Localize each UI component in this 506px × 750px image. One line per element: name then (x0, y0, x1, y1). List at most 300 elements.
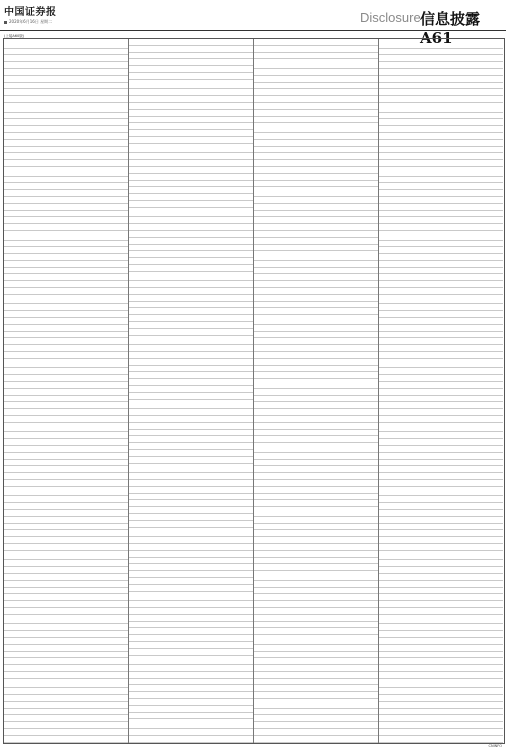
table-row (254, 110, 378, 117)
table-row (254, 117, 378, 124)
table-row (254, 133, 378, 140)
table-row (254, 692, 378, 699)
table-row (129, 66, 253, 73)
table-row (254, 187, 378, 197)
table-row (379, 147, 503, 154)
table-row (129, 295, 253, 302)
table-row (129, 336, 253, 346)
table-row (379, 638, 503, 645)
table-row (379, 224, 503, 231)
table-row (129, 144, 253, 154)
table-row (4, 325, 128, 332)
table-row (254, 494, 378, 501)
table-row (4, 709, 128, 716)
table-row (129, 521, 253, 528)
table-row (4, 231, 128, 241)
table-row (379, 544, 503, 551)
table-row (379, 231, 503, 241)
table-row (129, 251, 253, 258)
table-row (4, 688, 128, 695)
table-row (129, 217, 253, 224)
table-row (254, 658, 378, 665)
table-row (4, 702, 128, 709)
table-row (129, 231, 253, 238)
table-row (129, 622, 253, 629)
table-row (254, 325, 378, 332)
table-row (129, 258, 253, 265)
table-row (129, 473, 253, 480)
table-row (254, 140, 378, 147)
table-row (4, 439, 128, 446)
table-row (4, 631, 128, 638)
table-row (4, 695, 128, 702)
table-row (129, 679, 253, 686)
table-row (254, 500, 378, 507)
table-row (254, 558, 378, 565)
table-row (254, 308, 378, 315)
table-row (379, 49, 503, 56)
table-row (4, 368, 128, 375)
table-row (4, 722, 128, 729)
table-row (4, 160, 128, 167)
table-row (254, 665, 378, 672)
table-row (4, 211, 128, 218)
table-row (379, 304, 503, 311)
table-row (4, 62, 128, 69)
table-row (254, 53, 378, 60)
table-row (129, 635, 253, 642)
table-row (254, 402, 378, 409)
table-row (129, 706, 253, 713)
table-row (254, 564, 378, 571)
table-row (379, 69, 503, 76)
table-row (4, 537, 128, 544)
table-column (129, 39, 254, 743)
table-row (379, 103, 503, 113)
table-row (254, 396, 378, 403)
table-row (379, 453, 503, 460)
table-row (379, 608, 503, 615)
table-row (254, 645, 378, 652)
table-row (379, 190, 503, 197)
table-row (254, 352, 378, 359)
table-row (4, 517, 128, 524)
table-row (129, 393, 253, 400)
table-row (4, 645, 128, 652)
table-row (379, 368, 503, 375)
table-row (129, 181, 253, 188)
table-row (129, 73, 253, 80)
table-row (129, 443, 253, 450)
table-row (379, 338, 503, 345)
table-row (129, 571, 253, 578)
table-row (379, 672, 503, 679)
table-row (379, 325, 503, 332)
table-row (4, 247, 128, 254)
table-row (379, 359, 503, 369)
table-row (129, 302, 253, 309)
table-row (379, 281, 503, 288)
table-row (4, 615, 128, 625)
table-row (129, 500, 253, 507)
section-title-cn-text: 信息披露 (420, 10, 481, 28)
table-row (379, 715, 503, 722)
table-row (4, 608, 128, 615)
table-row (254, 345, 378, 352)
table-row (129, 578, 253, 585)
table-column (379, 39, 503, 743)
table-row (4, 638, 128, 645)
table-row (254, 372, 378, 379)
table-row (4, 204, 128, 211)
table-row (4, 83, 128, 90)
table-row (379, 503, 503, 510)
table-row (129, 615, 253, 622)
table-row (254, 181, 378, 188)
continued-from-label: (上接A60版) (4, 34, 25, 38)
table-row (129, 53, 253, 60)
table-row (254, 123, 378, 133)
table-row (129, 450, 253, 457)
table-row (379, 261, 503, 268)
table-row (4, 167, 128, 177)
table-row (379, 183, 503, 190)
table-row (379, 423, 503, 433)
table-row (4, 261, 128, 268)
table-row (4, 396, 128, 403)
table-row (379, 96, 503, 103)
table-row (4, 496, 128, 503)
table-row (379, 119, 503, 126)
table-row (379, 601, 503, 608)
table-row (254, 615, 378, 622)
table-row (129, 713, 253, 720)
table-row (129, 96, 253, 103)
table-row (4, 480, 128, 487)
table-row (379, 524, 503, 531)
table-row (379, 551, 503, 561)
table-row (379, 567, 503, 574)
table-row (254, 76, 378, 83)
table-row (254, 366, 378, 373)
table-row (254, 517, 378, 524)
table-row (379, 211, 503, 218)
table-row (379, 665, 503, 672)
table-row (129, 665, 253, 672)
table-row (254, 473, 378, 480)
table-row (379, 695, 503, 702)
table-row (254, 507, 378, 517)
table-row (129, 480, 253, 487)
table-row (254, 160, 378, 167)
table-row (129, 386, 253, 393)
table-row (379, 530, 503, 537)
table-row (379, 345, 503, 352)
table-row (129, 89, 253, 96)
table-row (379, 288, 503, 295)
table-row (4, 126, 128, 133)
table-row (129, 359, 253, 366)
table-row (379, 473, 503, 480)
table-row (4, 119, 128, 126)
table-row (129, 528, 253, 538)
table-row (379, 382, 503, 389)
table-row (4, 446, 128, 453)
table-row (379, 480, 503, 487)
table-row (379, 432, 503, 439)
square-bullet-icon (4, 21, 7, 24)
table-row (379, 39, 503, 49)
table-row (129, 80, 253, 90)
table-column (254, 39, 379, 743)
table-row (379, 375, 503, 382)
table-row (129, 672, 253, 679)
table-row (379, 624, 503, 631)
table-row (254, 423, 378, 430)
table-row (379, 113, 503, 120)
table-row (379, 55, 503, 62)
table-row (254, 217, 378, 224)
table-row (254, 332, 378, 339)
table-row (4, 574, 128, 581)
table-row (379, 133, 503, 140)
table-row (4, 55, 128, 62)
table-row (4, 416, 128, 423)
table-row (254, 268, 378, 275)
table-row (254, 729, 378, 736)
table-row (129, 585, 253, 592)
table-row (379, 62, 503, 69)
table-row (379, 537, 503, 544)
table-row (4, 530, 128, 537)
table-row (379, 140, 503, 147)
table-row (254, 635, 378, 645)
table-row (379, 460, 503, 467)
table-row (129, 130, 253, 137)
table-row (379, 217, 503, 224)
table-row (4, 359, 128, 369)
table-row (254, 524, 378, 531)
table-row (254, 261, 378, 268)
table-row (379, 581, 503, 588)
table-row (379, 241, 503, 248)
table-row (129, 457, 253, 464)
table-row (129, 308, 253, 315)
table-row (254, 736, 378, 743)
table-row (4, 295, 128, 305)
table-row (4, 197, 128, 204)
table-row (129, 329, 253, 336)
table-row (4, 560, 128, 567)
table-row (379, 89, 503, 96)
table-row (379, 496, 503, 503)
table-row (4, 658, 128, 665)
table-row (4, 140, 128, 147)
table-row (129, 423, 253, 430)
table-row (4, 76, 128, 83)
table-row (129, 514, 253, 521)
table-row (254, 167, 378, 174)
table-row (129, 46, 253, 53)
table-row (129, 736, 253, 743)
table-row (379, 295, 503, 305)
table-row (4, 224, 128, 231)
table-row (254, 601, 378, 608)
table-row (4, 453, 128, 460)
table-row (4, 318, 128, 325)
table-row (254, 224, 378, 231)
table-row (129, 692, 253, 699)
table-row (129, 436, 253, 443)
table-row (254, 537, 378, 544)
table-row (379, 409, 503, 416)
table-row (129, 656, 253, 666)
table-row (4, 332, 128, 339)
table-row (4, 624, 128, 631)
table-row (379, 247, 503, 254)
table-row (379, 631, 503, 638)
table-row (129, 628, 253, 635)
table-row (379, 389, 503, 396)
table-row (4, 402, 128, 409)
table-row (4, 594, 128, 601)
table-row (379, 709, 503, 716)
table-row (4, 281, 128, 288)
table-row (4, 665, 128, 672)
table-row (129, 208, 253, 218)
table-row (4, 567, 128, 574)
table-row (129, 281, 253, 288)
table-row (4, 460, 128, 467)
table-row (4, 49, 128, 56)
table-row (4, 581, 128, 588)
table-row (4, 103, 128, 113)
table-row (254, 672, 378, 679)
table-row (129, 322, 253, 329)
table-row (379, 652, 503, 659)
table-row (4, 352, 128, 359)
table-row (129, 59, 253, 66)
table-row (254, 460, 378, 467)
table-row (254, 409, 378, 416)
table-row (129, 174, 253, 181)
table-row (129, 153, 253, 160)
table-row (254, 338, 378, 345)
table-row (129, 729, 253, 736)
table-row (4, 672, 128, 679)
table-row (379, 615, 503, 625)
table-row (4, 69, 128, 76)
table-row (4, 473, 128, 480)
table-row (254, 416, 378, 423)
table-row (4, 601, 128, 608)
table-row (4, 389, 128, 396)
table-row (379, 83, 503, 90)
table-row (129, 409, 253, 416)
table-row (379, 645, 503, 652)
table-row (254, 69, 378, 76)
table-row (254, 594, 378, 601)
issue-date-text: 2020年6月16日 星期二 (9, 19, 53, 24)
table-row (254, 174, 378, 181)
table-row (254, 379, 378, 389)
table-row (4, 190, 128, 197)
table-row (254, 315, 378, 325)
page-number: A61 (420, 29, 453, 47)
table-row (4, 715, 128, 722)
table-row (129, 558, 253, 565)
table-row (379, 318, 503, 325)
table-row (254, 231, 378, 238)
table-row (4, 133, 128, 140)
table-row (254, 571, 378, 581)
table-row (129, 265, 253, 272)
table-row (4, 274, 128, 281)
table-row (254, 211, 378, 218)
table-row (129, 608, 253, 615)
table-row (4, 588, 128, 595)
table-row (254, 39, 378, 46)
table-row (129, 551, 253, 558)
table-row (254, 544, 378, 551)
table-row (129, 430, 253, 437)
table-row (4, 466, 128, 473)
table-row (4, 311, 128, 318)
table-row (379, 153, 503, 160)
table-row (4, 736, 128, 743)
table-row (379, 126, 503, 133)
table-row (379, 352, 503, 359)
table-row (254, 103, 378, 110)
table-row (254, 679, 378, 686)
table-row (379, 688, 503, 695)
table-row (4, 510, 128, 517)
table-row (4, 423, 128, 433)
table-row (379, 160, 503, 167)
table-row (4, 345, 128, 352)
table-row (254, 551, 378, 558)
table-row (379, 702, 503, 709)
table-row (254, 147, 378, 154)
table-row (254, 453, 378, 460)
table-row (254, 274, 378, 281)
table-row (129, 719, 253, 729)
table-row (4, 551, 128, 561)
table-row (379, 517, 503, 524)
table-row (254, 530, 378, 537)
table-row (4, 177, 128, 184)
newspaper-logo: 中国证券报 (4, 7, 57, 18)
table-row (129, 592, 253, 602)
table-row (129, 272, 253, 282)
table-row (254, 245, 378, 252)
table-row (254, 443, 378, 453)
table-row (254, 608, 378, 615)
table-row (379, 736, 503, 743)
table-row (379, 76, 503, 83)
table-row (379, 396, 503, 403)
table-row (4, 254, 128, 261)
table-row (379, 311, 503, 318)
table-row (379, 510, 503, 517)
table-row (254, 302, 378, 309)
footer-tag: CNINFO (488, 744, 502, 748)
table-row (129, 245, 253, 252)
table-row (254, 722, 378, 729)
table-row (4, 338, 128, 345)
disclosure-table (3, 38, 505, 744)
table-row (4, 487, 128, 497)
